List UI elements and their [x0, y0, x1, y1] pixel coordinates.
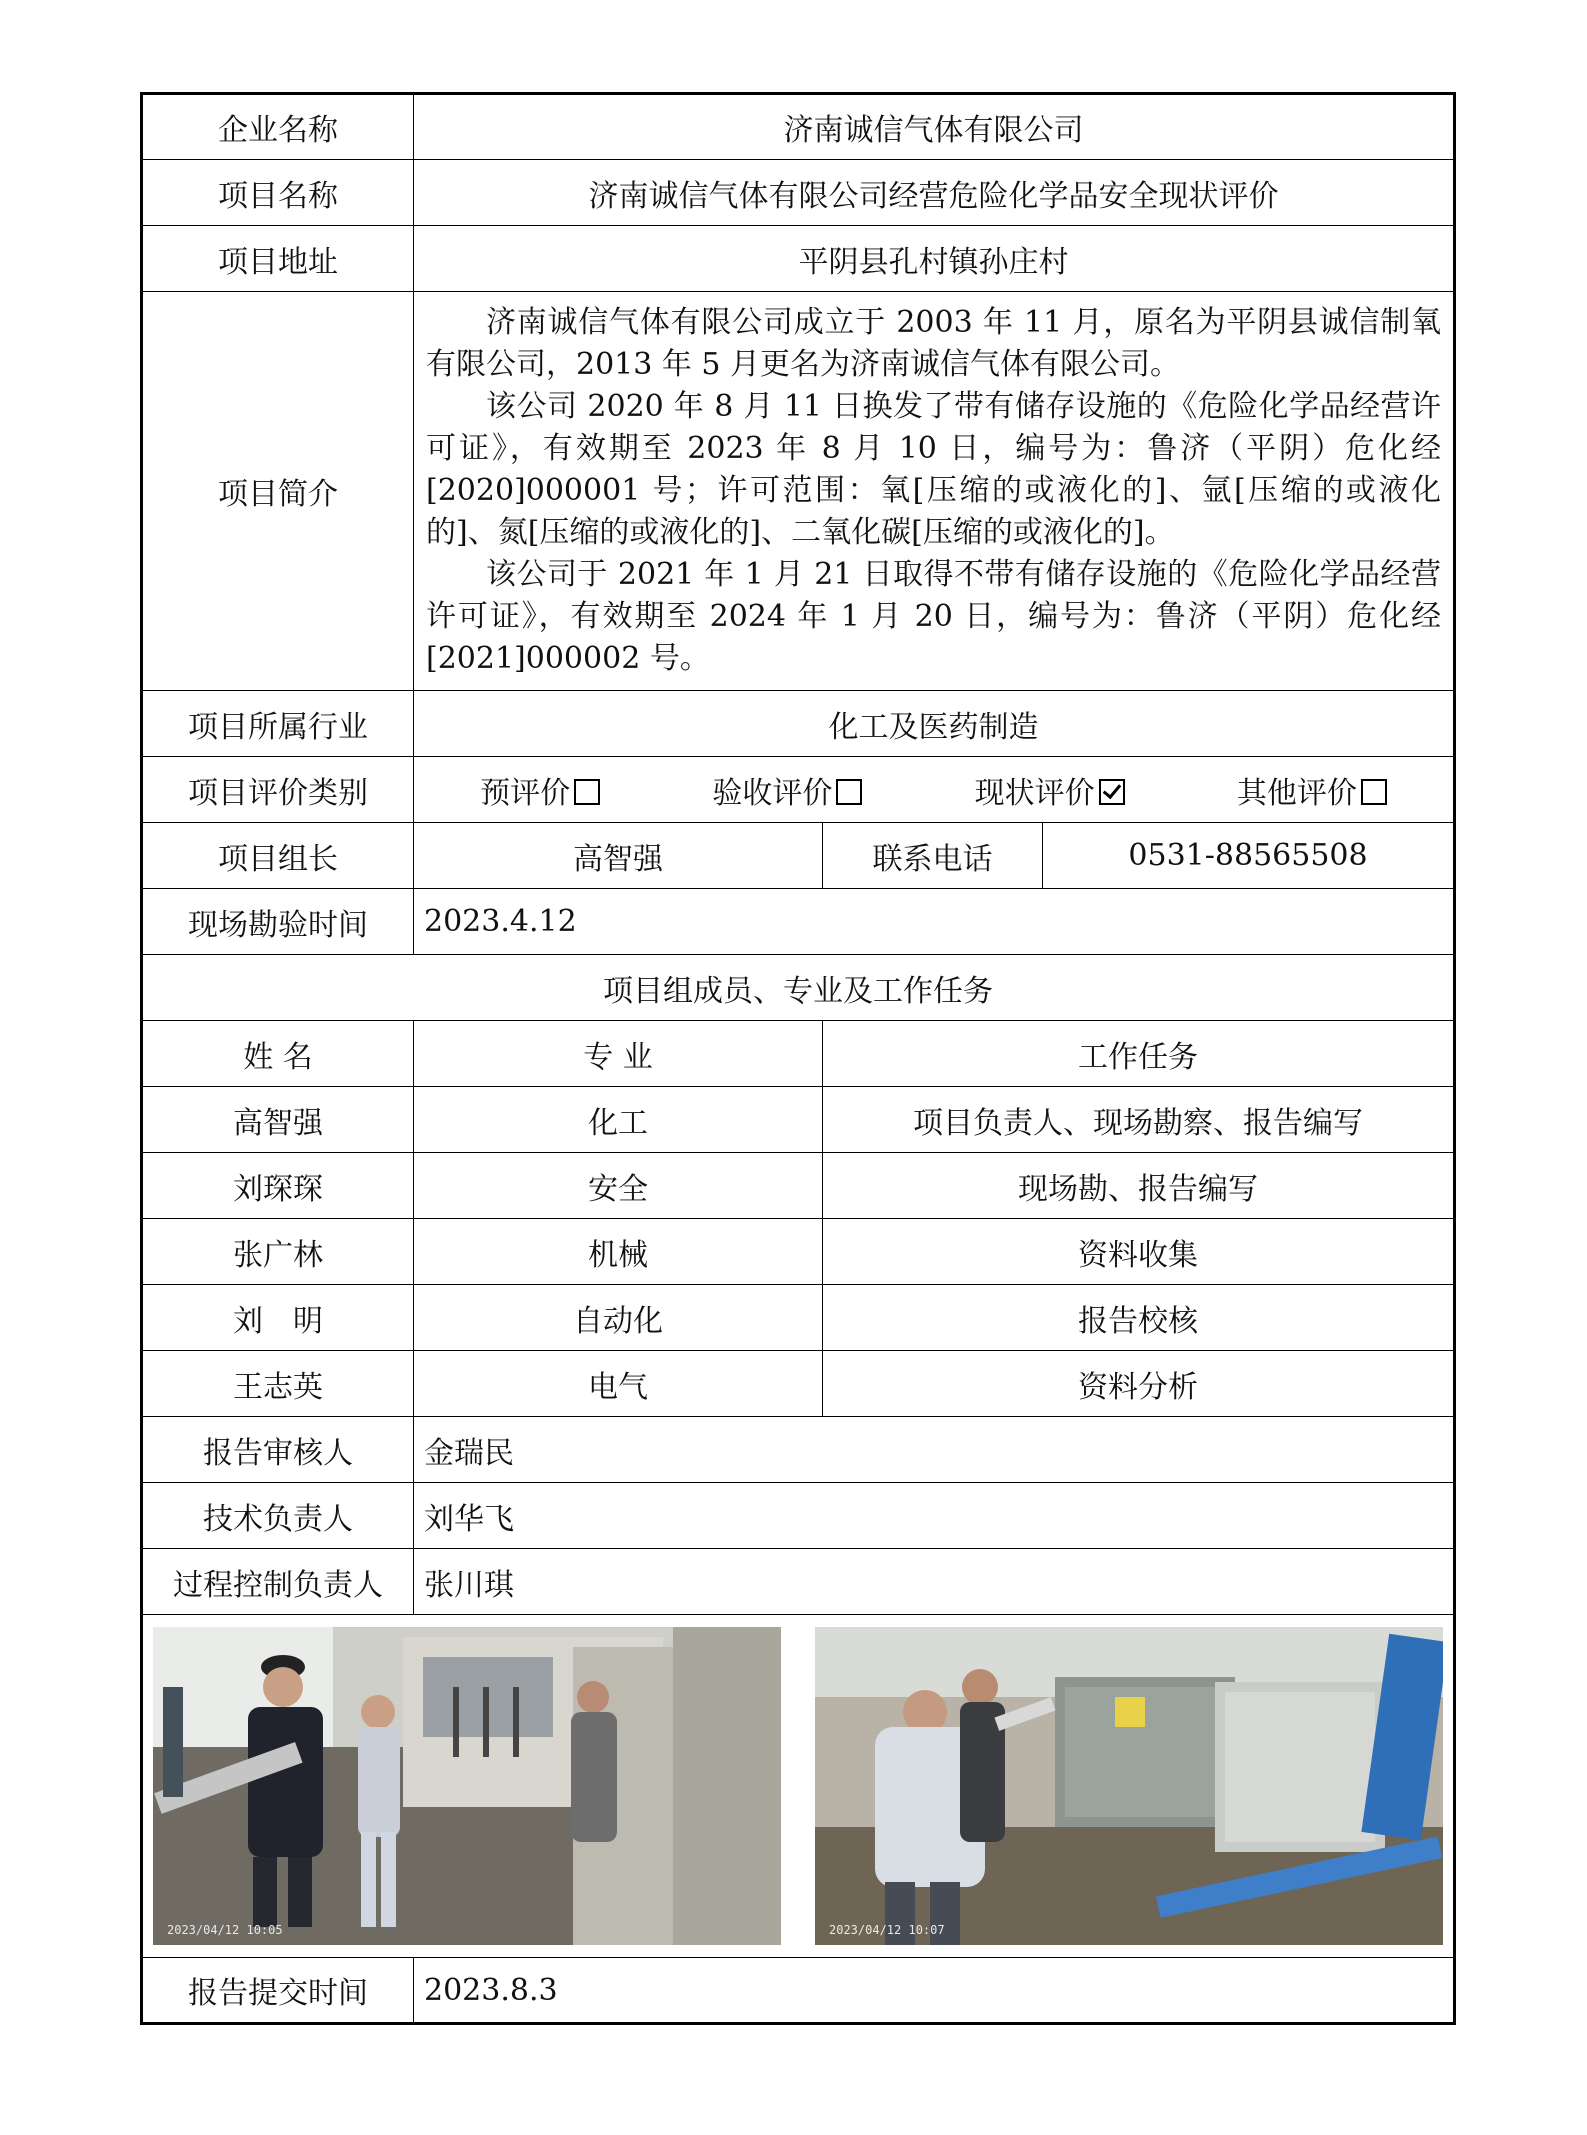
company-label: 企业名称	[142, 94, 414, 160]
project-address-value: 平阴县孔村镇孙庄村	[414, 226, 1455, 292]
project-name-row	[142, 160, 1455, 226]
tech-lead-row	[142, 1483, 1455, 1549]
table-row	[142, 1285, 1455, 1351]
team-title: 项目组成员、专业及工作任务	[142, 955, 1455, 1021]
member-name: 刘 明	[142, 1285, 414, 1351]
site-photo-gas-room	[153, 1627, 781, 1945]
eval-option-current[interactable]: 现状评价	[975, 768, 1125, 812]
member-task: 项目负责人、现场勘察、报告编写	[823, 1087, 1455, 1153]
team-header-major: 专 业	[414, 1021, 823, 1087]
member-task: 资料收集	[823, 1219, 1455, 1285]
table-row	[142, 1219, 1455, 1285]
tech-lead-label: 技术负责人	[142, 1483, 414, 1549]
reviewer-row	[142, 1417, 1455, 1483]
reviewer-value: 金瑞民	[414, 1417, 1455, 1483]
photos-row	[142, 1615, 1455, 1958]
checkbox-icon	[1361, 779, 1387, 805]
eval-option-other[interactable]: 其他评价	[1237, 768, 1387, 812]
team-header-task: 工作任务	[823, 1021, 1455, 1087]
member-name: 高智强	[142, 1087, 414, 1153]
photos-cell	[142, 1615, 1455, 1958]
team-header-row	[142, 1021, 1455, 1087]
evaluation-type-row	[142, 757, 1455, 823]
table-row	[142, 1153, 1455, 1219]
site-photo-electrical-cabinet	[815, 1627, 1443, 1945]
member-major: 电气	[414, 1351, 823, 1417]
team-title-row	[142, 955, 1455, 1021]
intro-paragraph-1: 济南诚信气体有限公司成立于 2003 年 11 月，原名为平阴县诚信制氧有限公司，2013 年 5 月更名为济南诚信气体有限公司。	[426, 305, 1441, 382]
project-address-label: 项目地址	[142, 226, 414, 292]
project-name-label: 项目名称	[142, 160, 414, 226]
evaluation-type-label: 项目评价类别	[142, 757, 414, 823]
member-major: 机械	[414, 1219, 823, 1285]
team-header-name: 姓 名	[142, 1021, 414, 1087]
checkbox-icon	[574, 779, 600, 805]
site-photo-gas-room-image	[153, 1627, 781, 1945]
table-row	[142, 1087, 1455, 1153]
evaluation-info-sheet	[140, 92, 1453, 2025]
phone-label: 联系电话	[823, 823, 1043, 889]
member-major: 自动化	[414, 1285, 823, 1351]
member-major: 化工	[414, 1087, 823, 1153]
submit-time-value: 2023.8.3	[414, 1958, 1455, 2024]
member-major: 安全	[414, 1153, 823, 1219]
photo-timestamp: 2023/04/12 10:05	[167, 1923, 283, 1937]
process-lead-value: 张川琪	[414, 1549, 1455, 1615]
checkbox-icon	[836, 779, 862, 805]
tech-lead-value: 刘华飞	[414, 1483, 1455, 1549]
submit-time-row	[142, 1958, 1455, 2024]
survey-time-label: 现场勘验时间	[142, 889, 414, 955]
photo-timestamp: 2023/04/12 10:07	[829, 1923, 945, 1937]
member-task: 报告校核	[823, 1285, 1455, 1351]
intro-paragraph-3: 该公司于 2021 年 1 月 21 日取得不带有储存设施的《危险化学品经营许可证》，有效期至 2024 年 1 月 20 日，编号为：鲁济（平阴）危化经[2021]000002 号。	[426, 557, 1441, 676]
member-task: 现场勘、报告编写	[823, 1153, 1455, 1219]
leader-value: 高智强	[414, 823, 823, 889]
process-lead-label: 过程控制负责人	[142, 1549, 414, 1615]
eval-option-pre[interactable]: 预评价	[480, 768, 600, 812]
project-name-value: 济南诚信气体有限公司经营危险化学品安全现状评价	[414, 160, 1455, 226]
industry-label: 项目所属行业	[142, 691, 414, 757]
member-name: 刘琛琛	[142, 1153, 414, 1219]
info-table	[140, 92, 1456, 2025]
member-name: 张广林	[142, 1219, 414, 1285]
table-row	[142, 1351, 1455, 1417]
evaluation-type-options	[414, 757, 1455, 823]
project-intro-row	[142, 292, 1455, 691]
member-name: 王志英	[142, 1351, 414, 1417]
survey-time-value: 2023.4.12	[414, 889, 1455, 955]
project-intro-label: 项目简介	[142, 292, 414, 691]
leader-row	[142, 823, 1455, 889]
intro-paragraph-2: 该公司 2020 年 8 月 11 日换发了带有储存设施的《危险化学品经营许可证》，有效期至 2023 年 8 月 10 日，编号为：鲁济（平阴）危化经[2020]000001 号；许可范围：氧[压缩的或液化的]、氩[压缩的或液化的]、氮[压缩的或液化的]、二氧化碳[压缩的或液化的]。	[426, 389, 1441, 550]
submit-time-label: 报告提交时间	[142, 1958, 414, 2024]
industry-value: 化工及医药制造	[414, 691, 1455, 757]
industry-row	[142, 691, 1455, 757]
eval-option-acceptance[interactable]: 验收评价	[712, 768, 862, 812]
member-task: 资料分析	[823, 1351, 1455, 1417]
reviewer-label: 报告审核人	[142, 1417, 414, 1483]
checkbox-checked-icon	[1099, 779, 1125, 805]
project-address-row	[142, 226, 1455, 292]
company-row	[142, 94, 1455, 160]
survey-time-row	[142, 889, 1455, 955]
leader-label: 项目组长	[142, 823, 414, 889]
project-intro-content	[414, 292, 1455, 691]
process-lead-row	[142, 1549, 1455, 1615]
site-photo-electrical-cabinet-image	[815, 1627, 1443, 1945]
phone-value: 0531-88565508	[1043, 823, 1455, 889]
company-value: 济南诚信气体有限公司	[414, 94, 1455, 160]
